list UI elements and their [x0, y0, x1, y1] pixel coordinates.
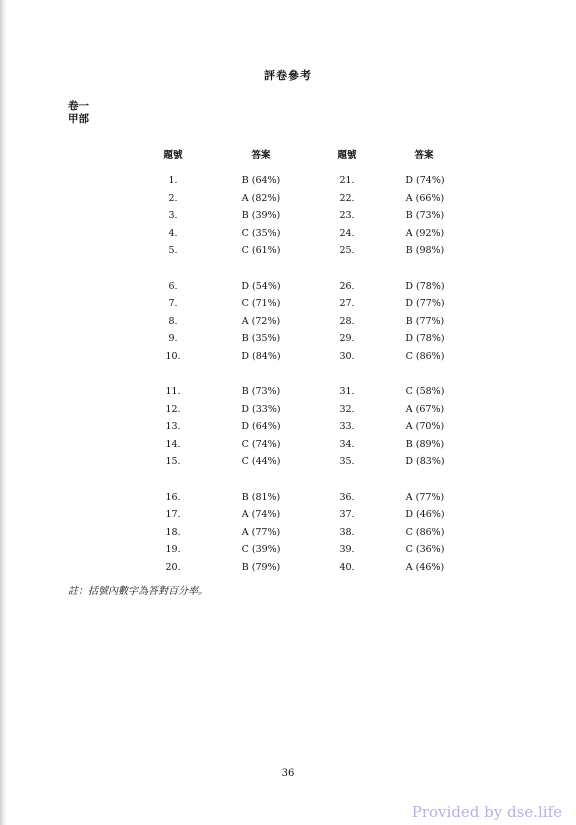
- answer-group: [390, 278, 460, 366]
- footnote: 註：括號內數字為答對百分率。: [68, 586, 208, 597]
- answer-value: A (72%): [241, 315, 281, 327]
- answer-value: D (54%): [241, 280, 281, 292]
- answer-group: [390, 172, 460, 260]
- answer-group: [138, 383, 208, 471]
- question-number: 1.: [168, 175, 178, 186]
- answer-value: C (39%): [241, 544, 281, 555]
- answer-value: B (39%): [241, 210, 281, 221]
- question-number: 34.: [339, 438, 355, 450]
- question-number: 8.: [168, 315, 178, 327]
- answer-value: C (61%): [241, 245, 281, 256]
- question-number: 35.: [339, 456, 355, 467]
- answer-value: C (86%): [405, 526, 445, 538]
- scan-edge-shadow: [0, 0, 7, 825]
- answer-value: B (98%): [405, 245, 445, 256]
- question-number: 28.: [339, 315, 355, 327]
- answer-group: [312, 278, 382, 366]
- answer-header-left: 答案: [251, 150, 271, 161]
- question-number: 27.: [339, 298, 355, 309]
- question-number: 37.: [339, 509, 355, 520]
- question-number: 6.: [168, 280, 178, 292]
- question-number: 32.: [339, 403, 355, 415]
- answer-value: A (46%): [405, 561, 445, 573]
- question-number: 29.: [339, 333, 355, 344]
- question-number: 33.: [339, 421, 355, 432]
- right-answer-column: [390, 172, 460, 594]
- answer-value: A (74%): [241, 509, 281, 520]
- question-number-header-right: 題號: [337, 150, 357, 161]
- answer-value: D (64%): [241, 421, 281, 432]
- question-number: 16.: [165, 491, 181, 503]
- answer-value: C (58%): [405, 386, 445, 397]
- question-number: 4.: [168, 227, 178, 239]
- question-number: 38.: [339, 526, 355, 538]
- paper-label: 卷一: [68, 100, 89, 112]
- question-number: 31.: [339, 386, 355, 397]
- answer-value: A (70%): [405, 421, 445, 432]
- question-number: 39.: [339, 544, 355, 555]
- question-number: 18.: [165, 526, 181, 538]
- question-number: 13.: [165, 421, 181, 432]
- answer-header-right: 答案: [414, 150, 434, 161]
- right-question-column: [312, 172, 382, 594]
- answer-group: [138, 172, 208, 260]
- question-number: 24.: [339, 227, 355, 239]
- answer-group: [312, 489, 382, 577]
- answer-value: A (92%): [405, 227, 445, 239]
- question-number: 23.: [339, 210, 355, 221]
- question-number: 22.: [339, 192, 355, 204]
- question-number: 3.: [168, 210, 178, 221]
- question-number: 14.: [165, 438, 181, 450]
- answer-value: D (33%): [241, 403, 281, 415]
- answer-value: D (78%): [405, 333, 445, 344]
- answer-value: B (35%): [241, 333, 281, 344]
- answer-value: D (77%): [405, 298, 445, 309]
- question-number: 2.: [168, 192, 178, 204]
- answer-group: [138, 278, 208, 366]
- page-number: 36: [281, 768, 295, 779]
- answer-value: B (73%): [241, 386, 281, 397]
- answer-value: C (74%): [241, 438, 281, 450]
- answer-value: C (71%): [241, 298, 281, 309]
- answer-value: B (73%): [405, 210, 445, 221]
- answer-value: B (79%): [241, 561, 281, 573]
- question-number: 36.: [339, 491, 355, 503]
- answer-value: C (36%): [405, 544, 445, 555]
- answer-group: [312, 383, 382, 471]
- answer-value: B (77%): [405, 315, 445, 327]
- answer-value: D (74%): [405, 175, 445, 186]
- answer-value: B (81%): [241, 491, 281, 503]
- answer-value: D (83%): [405, 456, 445, 467]
- question-number: 26.: [339, 280, 355, 292]
- question-number: 11.: [165, 386, 181, 397]
- answer-value: A (66%): [405, 192, 445, 204]
- left-question-column: [138, 172, 208, 594]
- answer-group: [226, 278, 296, 366]
- answer-value: D (46%): [405, 509, 445, 520]
- answer-value: C (35%): [241, 227, 281, 239]
- answer-value: A (67%): [405, 403, 445, 415]
- answer-group: [312, 172, 382, 260]
- answer-value: B (89%): [405, 438, 445, 450]
- answer-group: [226, 172, 296, 260]
- question-number: 40.: [339, 561, 355, 573]
- question-number: 12.: [165, 403, 181, 415]
- answer-value: B (64%): [241, 175, 281, 186]
- answer-value: A (77%): [405, 491, 445, 503]
- answer-group: [390, 383, 460, 471]
- section-label: 甲部: [68, 113, 89, 125]
- question-number: 9.: [168, 333, 178, 344]
- answer-value: A (82%): [241, 192, 281, 204]
- answer-group: [226, 489, 296, 577]
- answer-value: D (84%): [241, 350, 281, 362]
- answer-group: [226, 383, 296, 471]
- page-title: 評卷參考: [264, 69, 312, 82]
- answer-value: C (44%): [241, 456, 281, 467]
- question-number-header-left: 題號: [163, 150, 183, 161]
- question-number: 25.: [339, 245, 355, 256]
- question-number: 5.: [168, 245, 178, 256]
- question-number: 7.: [168, 298, 178, 309]
- answer-group: [138, 489, 208, 577]
- question-number: 15.: [165, 456, 181, 467]
- answer-value: C (86%): [405, 350, 445, 362]
- watermark-link[interactable]: Provided by dse.life: [411, 803, 562, 821]
- question-number: 30.: [339, 350, 355, 362]
- answer-value: A (77%): [241, 526, 281, 538]
- question-number: 17.: [165, 509, 181, 520]
- answer-group: [390, 489, 460, 577]
- question-number: 10.: [165, 350, 181, 362]
- question-number: 20.: [165, 561, 181, 573]
- left-answer-column: [226, 172, 296, 594]
- question-number: 21.: [339, 175, 355, 186]
- answer-value: D (78%): [405, 280, 445, 292]
- question-number: 19.: [165, 544, 181, 555]
